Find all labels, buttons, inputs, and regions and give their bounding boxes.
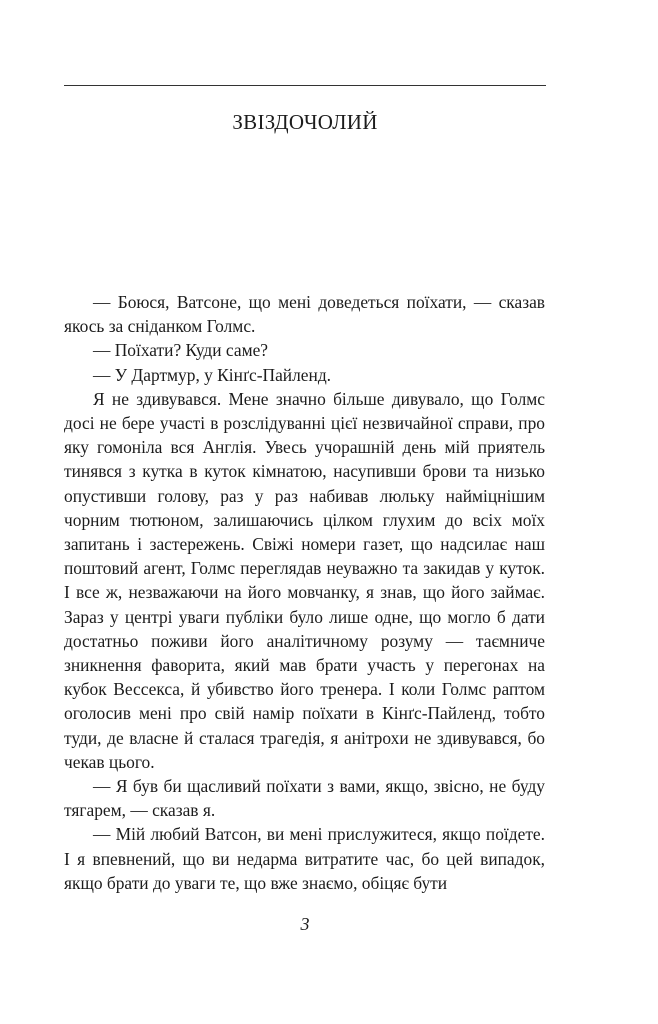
paragraph: — Мій любий Ватсон, ви мені прислужитеся, якщо поїдете. І я впевнений, що ви недарма витратите час, бо цей випадок, якщо брати до уваги те, що вже знаємо, обіцяє бути (64, 824, 545, 893)
header-rule (64, 85, 546, 86)
paragraph: — Боюся, Ватсоне, що мені доведеться поїхати, — сказав якось за сніданком Голмс. (64, 292, 545, 337)
chapter-body (64, 290, 545, 895)
page-number: 3 (300, 914, 310, 934)
paragraph: — Поїхати? Куди саме? (93, 340, 269, 361)
chapter-title: ЗВІЗДОЧОЛИЙ (232, 110, 378, 134)
paragraph: — Я був би щасливий поїхати з вами, якщо, звісно, не буду тягарем, — сказав я. (64, 776, 545, 821)
paragraph: Я не здивувався. Мене значно більше дивувало, що Голмс досі не бере участі в розслідуванні цієї незвичайної справи, про яку гомоніла вся Англія. Увесь учорашній день мій приятель тинявся з кутка в куток кімнатою, насупивши брови та низько опустивши голову, раз у раз набивав люльку найміцнішим чорним тютюном, залишаючись цілком глухим до всіх моїх запитань і застережень. Свіжі номери газет, що надсилає наш поштовий агент, Голмс переглядав неуважно та закидав у куток. І все ж, незважаючи на його мовчанку, я знав, що його займає. Зараз у центрі уваги публіки було лише одне, що могло б дати достатньо поживи його аналітичному розуму — таємниче зникнення фаворита, який мав брати участь у перегонах на кубок Вессекса, й убивство його тренера. І коли Голмс раптом оголосив мені про свій намір поїхати в Кінґс-Пайленд, тобто туди, де власне й сталася трагедія, я анітрохи не здивувався, бо чекав цього. (64, 388, 545, 772)
paragraph: — У Дартмур, у Кінґс-Пайленд. (93, 364, 332, 385)
